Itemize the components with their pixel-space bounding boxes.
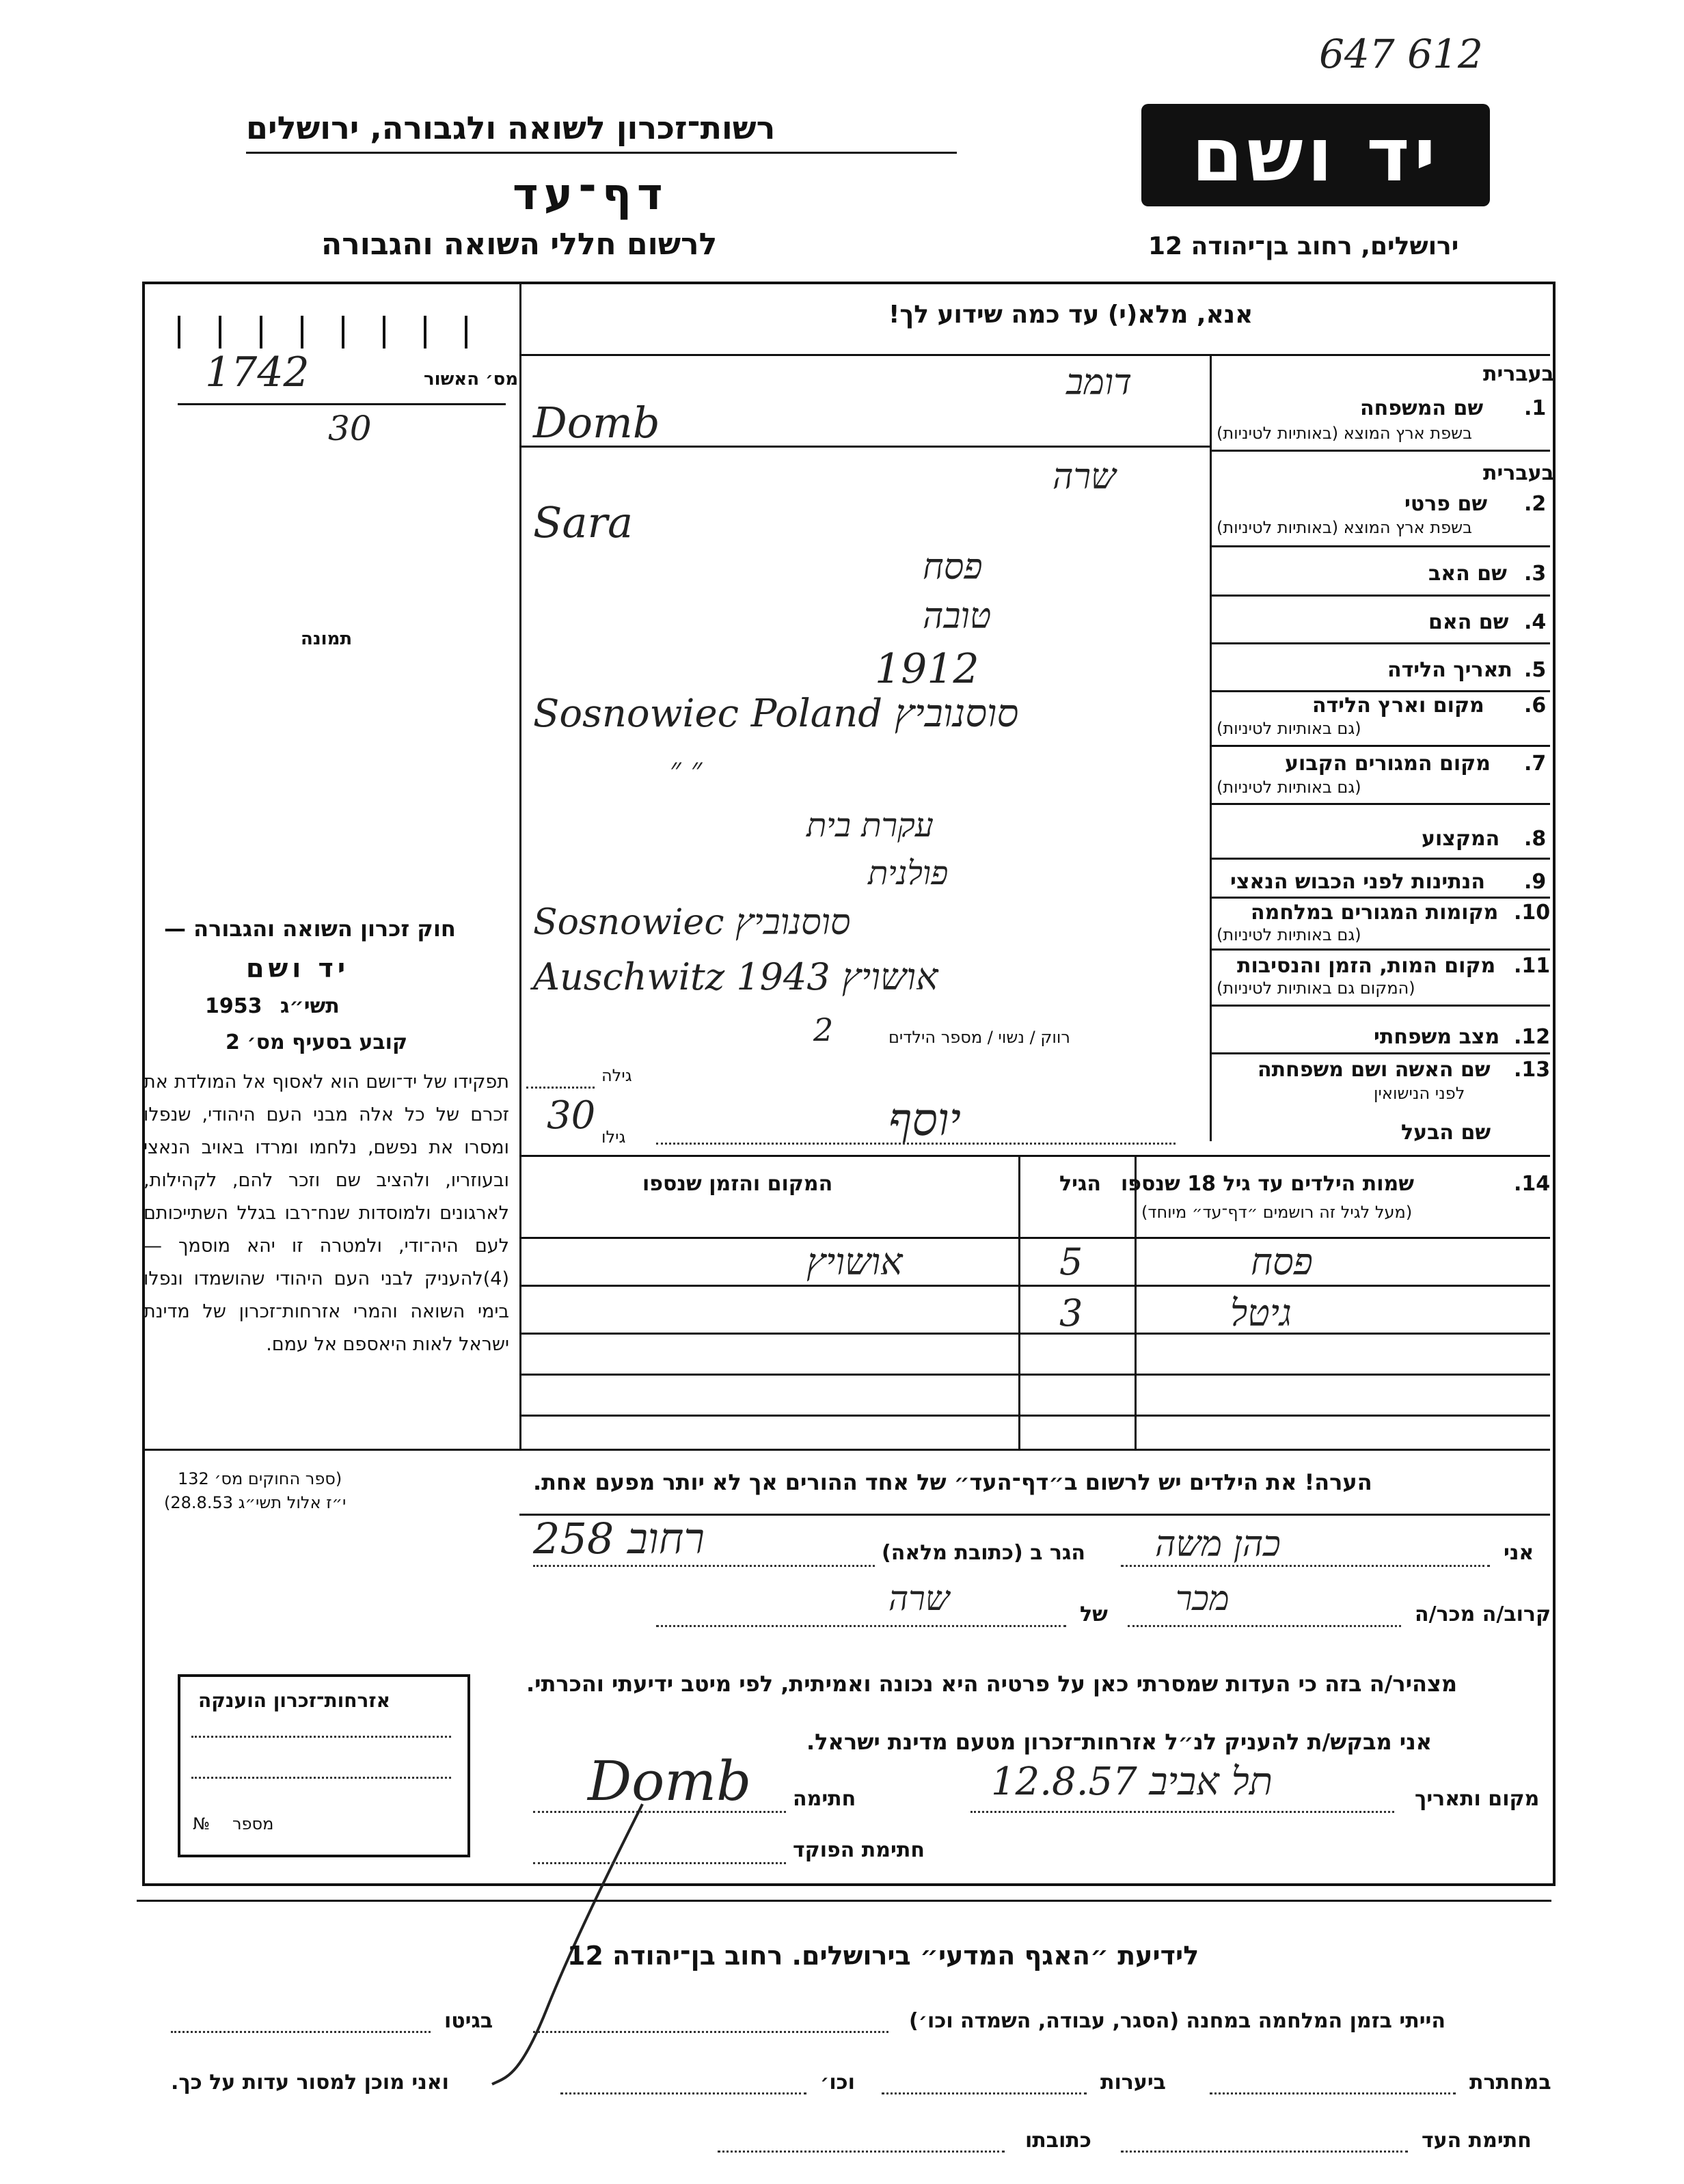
row-line (519, 1237, 1550, 1239)
field-6-num: 6. (1524, 694, 1547, 718)
bottom-line2-c: וכו׳ (820, 2071, 855, 2094)
field-7-label: מקום המגורים הקבוע (1285, 752, 1491, 776)
wartime-residence-value: Sosnowiec סוסנוביץ (533, 902, 851, 943)
authority-name: רשות־זכרון לשואה ולגבורה, ירושלים (246, 109, 776, 146)
instruction-line (519, 354, 1550, 356)
dotted-line (882, 2092, 1087, 2094)
law-title: חוק זכרון השואה והגבורה — (164, 916, 456, 942)
bottom-line3-a: חתימת העד (1422, 2129, 1532, 2153)
dotted-line (656, 1625, 1066, 1627)
bottom-line2-b: ביערות (1100, 2071, 1166, 2094)
field-9-num: 9. (1524, 870, 1547, 894)
field-10-note: (גם באותיות לטיניות) (1217, 925, 1361, 944)
child-2-name: גיטל (1230, 1292, 1292, 1335)
dotted-line (718, 2151, 1005, 2153)
field-10-num: 10. (1514, 901, 1551, 925)
form-subtitle: לרשום חללי השואה והגבורה (321, 227, 718, 262)
field-7-num: 7. (1524, 752, 1547, 776)
field-4-label: שם האם (1428, 610, 1509, 634)
mother-name: טובה (923, 596, 992, 637)
field-12-num: 12. (1514, 1025, 1551, 1049)
child-2-age: 3 (1059, 1292, 1083, 1335)
dotted-line (533, 1565, 875, 1567)
child-1-age: 5 (1059, 1240, 1083, 1283)
witness-relation-of: שרה (888, 1579, 950, 1618)
field-13-label: שם האשה ושם משפחתה (1258, 1058, 1491, 1082)
bottom-line2-a: במחתרת (1469, 2071, 1551, 2094)
law-year-he: תשי״ג (280, 994, 340, 1018)
father-name: פסח (923, 547, 983, 588)
field-1-label: שם המשפחה (1360, 396, 1484, 420)
husband-name: יוסף (888, 1093, 961, 1146)
field-2-label: שם פרטי (1404, 492, 1488, 516)
instruction-text: אנא, מלא(י) עד כמה שידוע לך! (888, 301, 1253, 329)
remark: הערה! את הילדים יש לרשום ב״דף־העד״ של אחד ההורים אך לא יותר מפעם אחת. (533, 1469, 1372, 1495)
row-line (1210, 1005, 1550, 1007)
birth-date: 1912 (875, 645, 979, 693)
signature-label: חתימה (793, 1787, 856, 1811)
row-line (519, 446, 1210, 448)
col-line (1135, 1155, 1137, 1449)
dotted-line (533, 1862, 786, 1864)
row-line (142, 1449, 1550, 1451)
dotted-line (191, 1777, 451, 1779)
field-13-note: לפני הנישואין (1374, 1084, 1465, 1103)
row-line (1210, 545, 1550, 547)
field-6-label: מקום וארץ הלידה (1312, 694, 1484, 718)
row-line (519, 1155, 1550, 1157)
husband-label: שם הבעל (1401, 1121, 1491, 1145)
column-divider (519, 282, 521, 1450)
registry-ticks (178, 316, 506, 349)
field-12-note: רווק / נשוי / מספר הילדים (888, 1028, 1070, 1047)
registry-suffix: 30 (328, 409, 372, 448)
child-1-name: פסח (1251, 1240, 1313, 1283)
field-2-latin-value: Sara (533, 497, 634, 547)
field-2-num: 2. (1524, 492, 1547, 516)
field-7-note: (גם באותיות לטיניות) (1217, 778, 1361, 797)
witness-relation-label: קרוב/ה מכר/ה (1415, 1602, 1551, 1626)
husband-age-label: גילו (601, 1128, 626, 1147)
registry-label: מס׳ האשור (424, 369, 519, 390)
field-8-num: 8. (1524, 827, 1547, 851)
bottom-line2-d: ואני מוכן למסור עדות על כך. (171, 2071, 449, 2094)
witness-address-label: הגר ב (כתובת מלאה) (882, 1541, 1086, 1565)
citizenship-box-title: אזרחות־זכרון הוענקה (198, 1689, 390, 1712)
children-col-place: המקום והזמן שנספו (642, 1172, 833, 1196)
dotted-line (526, 1087, 595, 1089)
field-3-num: 3. (1524, 562, 1547, 586)
field-1-latin-value: Domb (533, 398, 660, 448)
citizenship-value: פולנית (868, 854, 949, 892)
witness-relation: מכר (1176, 1579, 1230, 1618)
dotted-line (191, 1736, 451, 1738)
archive-number: 647 612 (1319, 31, 1483, 77)
field-8-label: המקצוע (1422, 827, 1500, 851)
children-num: 14. (1514, 1172, 1551, 1196)
official-signature-label: חתימת הפוקד (793, 1838, 925, 1862)
field-2-note: בשפת ארץ המוצא (באותיות לטיניות) (1217, 518, 1472, 537)
row-line (519, 1415, 1550, 1417)
row-line (1210, 450, 1550, 452)
law-logo: יד ושם (246, 953, 350, 983)
row-line (1210, 745, 1550, 747)
dotted-line (560, 2092, 806, 2094)
citizenship-number-label: מספר (232, 1814, 274, 1833)
children-note: (מעל לגיל זה רושמים ״דף־עד״ מיוחד) (1141, 1203, 1413, 1222)
dotted-line (533, 2031, 888, 2033)
dotted-line (1210, 2092, 1456, 2094)
registry-underline (178, 403, 506, 405)
field-10-label: מקומות המגורים במלחמה (1251, 901, 1499, 925)
death-place-value: Auschwitz 1943 אושויץ (533, 955, 938, 998)
dotted-line (1121, 1565, 1490, 1567)
row-line (1210, 858, 1550, 860)
dotted-line (970, 1811, 1394, 1813)
row-line (519, 1285, 1550, 1287)
row-line (1210, 690, 1550, 692)
witness-declaration: מצהיר/ה בזה כי העדות שמסרתי כאן על פרטיה היא נכונה ואמיתית, לפי מיטב ידיעתי והכרתי. (526, 1671, 1458, 1697)
field-13-num: 13. (1514, 1058, 1551, 1082)
field-5-label: תאריך הלידה (1387, 658, 1512, 682)
field-11-label: מקום המות, הזמן והנסיבות (1237, 954, 1496, 978)
place-date-label: מקום ותאריך (1415, 1787, 1540, 1811)
witness-request: אני מבקש/ת להעניק לנ״ל אזרחות־זכרון מטעם מדינת ישראל. (806, 1729, 1432, 1755)
witness-address: רחוב 258 (533, 1514, 705, 1564)
row-line (1210, 948, 1550, 951)
lang-hebrew-2: בעברית (1483, 461, 1554, 485)
child-1-place: אושויץ (806, 1240, 903, 1283)
bottom-line1-a: הייתי בזמן המלחמה במחנה (הסגר, עבודה, השמדה וכו׳) (909, 2009, 1445, 2033)
citizenship-no: № (193, 1814, 210, 1833)
dotted-line (1121, 2151, 1408, 2153)
witness-ani: אני (1504, 1541, 1534, 1565)
bottom-title: לידיעת ״האגף המדעי״ בירושלים. רחוב בן־יהודה 12 (567, 1941, 1199, 1971)
col-line (1018, 1155, 1020, 1449)
field-12-value: 2 (813, 1011, 834, 1048)
photo-label: תמונה (301, 629, 353, 649)
field-12-label: מצב משפחתי (1374, 1025, 1500, 1049)
law-text: תפקידו של יד־ושם הוא לאסוף אל המולדת את זכרם של כל אלה מבני העם היהודי, שנפלו ומסרו את נפשם, נלחמו ומרדו באויב הנאצי ובעוזריו, ולהציב שם וזכר להם, לקהילות, לארגונים ולמוסדות שנח־רבו בגלל השתייכותם לעם היה־ודי, ולמטרה זו יהא מוסמך — (4)להעניק לבני העם היהודי שהושמדו ונפלו בימי השואה והמרי אזרחות־זכרון של מדינת ישראל לאות היאספם אל עמם. (144, 1071, 509, 1355)
field-11-note: (המקום גם באותיות לטיניות) (1217, 979, 1415, 998)
form-title: דף־עד (513, 169, 668, 220)
field-3-label: שם האב (1428, 562, 1507, 586)
field-2-hebrew-value: שרה (1052, 456, 1116, 497)
law-clause: קובע בסעיף מס׳ 2 (226, 1030, 408, 1054)
row-line (1210, 803, 1550, 805)
field-4-num: 4. (1524, 610, 1547, 634)
signature-stroke (465, 1763, 711, 2091)
field-6-note: (גם באותיות לטיניות) (1217, 719, 1361, 738)
wife-age-label: גילה (601, 1066, 632, 1085)
row-line (1210, 1052, 1550, 1054)
header-address: ירושלים, רחוב בן־יהודה 12 (1148, 232, 1459, 260)
dotted-line (1128, 1625, 1401, 1627)
row-line (1210, 642, 1550, 644)
law-source-1: (ספר החוקים מס׳ 132 (178, 1469, 342, 1488)
law-year: 1953 (205, 994, 262, 1018)
bottom-line3-b: כתובתו (1025, 2129, 1091, 2153)
children-label: שמות הילדים עד גיל 18 שנספו (1121, 1172, 1414, 1196)
witness-of: של (1080, 1602, 1108, 1626)
field-1-note: בשפת ארץ המוצא (באותיות לטיניות) (1217, 424, 1472, 443)
law-source-2: י״ז אלול תשי״ג 28.8.53) (164, 1493, 347, 1512)
label-divider (1210, 355, 1212, 1141)
field-11-num: 11. (1514, 954, 1551, 978)
row-line (1210, 897, 1550, 899)
husband-age: 30 (547, 1093, 596, 1138)
authority-underline (246, 152, 957, 154)
row-line (519, 1374, 1550, 1376)
row-line (1210, 595, 1550, 597)
field-5-num: 5. (1524, 658, 1547, 682)
dotted-line (656, 1143, 1176, 1145)
field-1-hebrew-value: דומב (1066, 362, 1132, 403)
yad-vashem-logo: יד ושם (1141, 104, 1490, 206)
lang-hebrew-1: בעברית (1483, 362, 1554, 386)
field-9-label: הנתינות לפני הכבוש הנאצי (1230, 870, 1485, 894)
row-line (519, 1333, 1550, 1335)
place-date: תל אביב 12.8.57 (991, 1760, 1273, 1804)
bottom-line1-b: בגיטו (444, 2009, 493, 2033)
dotted-line (171, 2031, 431, 2033)
children-col-age: הגיל (1059, 1172, 1101, 1196)
witness-signature: Domb (588, 1749, 752, 1813)
field-1-num: 1. (1524, 396, 1547, 420)
profession-value: עקרת בית (806, 806, 934, 845)
witness-name: כהן משה (1155, 1524, 1281, 1565)
registry-number: 1742 (205, 349, 310, 396)
birth-place: Sosnowiec Poland סוסנוביץ (533, 692, 1019, 736)
residence-value: ״ ״ (670, 752, 703, 787)
section-divider (137, 1900, 1551, 1902)
